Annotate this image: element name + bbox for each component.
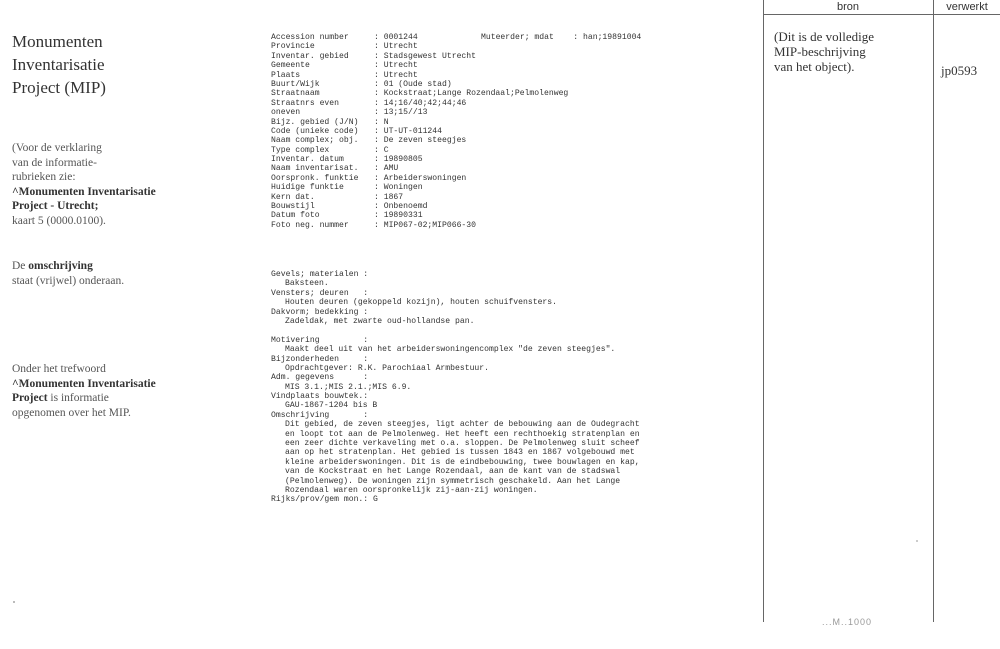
- field-value: : Arbeiderswoningen: [374, 173, 467, 183]
- document-title: [12, 30, 252, 99]
- field-row: [271, 202, 568, 211]
- field-row: [271, 146, 568, 155]
- note-prefix: De: [12, 260, 29, 272]
- field-label: Foto neg. nummer: [271, 220, 349, 230]
- footer-mark: ...M..1000: [822, 617, 873, 627]
- bron-line: MIP-beschrijving: [774, 44, 866, 59]
- field-value: : 01 (Oude stad): [374, 79, 452, 89]
- right-panel: [763, 0, 1000, 622]
- field-label: Inventar. gebied: [271, 51, 349, 61]
- field-value: : MIP067-02;MIP066-30: [374, 220, 476, 230]
- field-value: : Utrecht: [374, 61, 418, 71]
- field-value: : Woningen: [374, 183, 423, 193]
- note-line: (Voor de verklaring: [12, 142, 102, 154]
- field-value: : 19890331: [374, 211, 423, 221]
- field-label: Datum foto: [271, 211, 320, 221]
- record-section: [271, 495, 711, 504]
- field-row: [271, 99, 568, 108]
- note-line: rubrieken zie:: [12, 171, 76, 183]
- section-text: Zadeldak, met zwarte oud-hollandse pan.: [285, 316, 475, 326]
- panel-border-left: [763, 0, 764, 622]
- title-line: Inventarisatie: [12, 55, 105, 74]
- field-value: : C: [374, 145, 389, 155]
- note-line: kaart 5 (0000.0100).: [12, 214, 106, 227]
- field-value: : Onbenoemd: [374, 202, 428, 212]
- record-section: [271, 336, 711, 355]
- field-value: : N: [374, 117, 389, 127]
- section-text: en loopt tot aan de Pelmolenweg. Het heeft een rechthoekig stratenplan en: [285, 429, 640, 439]
- header-bron: bron: [836, 1, 860, 13]
- record-section: [271, 392, 711, 411]
- section-text: MIS 3.1.;MIS 2.1.;MIS 6.9.: [285, 382, 412, 392]
- field-value: : Stadsgewest Utrecht: [374, 51, 476, 61]
- note-bold: Project: [12, 392, 48, 404]
- field-row: [271, 52, 568, 61]
- note-explanation: [12, 141, 156, 228]
- field-value: : Utrecht: [374, 42, 418, 52]
- field-row: [271, 89, 568, 98]
- field-label: Plaats: [271, 70, 301, 80]
- note-bold: ^Monumenten Inventarisatie: [12, 377, 156, 390]
- left-column: [12, 30, 252, 99]
- section-text: Baksteen.: [285, 279, 329, 289]
- bron-line: (Dit is de volledige: [774, 29, 875, 44]
- field-row: [271, 183, 568, 192]
- field-row: [271, 118, 568, 127]
- verwerkt-value: jp0593: [941, 63, 978, 78]
- title-line: Project (MIP): [12, 78, 106, 97]
- note-line: van de informatie-: [12, 156, 97, 169]
- record-section: [271, 289, 711, 308]
- section-heading: Gevels; materialen :: [271, 270, 369, 279]
- field-value: : Utrecht: [374, 70, 418, 80]
- record-section: [271, 373, 711, 392]
- field-label: Gemeente: [271, 61, 310, 71]
- field-row: [271, 155, 568, 164]
- bron-text: [774, 29, 924, 74]
- record-sections: [271, 270, 711, 505]
- note-line: opgenomen over het MIP.: [12, 406, 131, 419]
- field-label: Type complex: [271, 145, 330, 155]
- scan-speck: [916, 540, 918, 542]
- record-section: [271, 355, 711, 374]
- section-text: kleine arbeiderswoningen. Dit is de eindbebouwing, twee bouwlagen en kap,: [285, 457, 640, 467]
- section-text: Dit gebied, de zeven steegjes, ligt achter de bebouwing aan de Oudegracht: [285, 420, 640, 430]
- section-heading: Rijks/prov/gem mon.: G: [271, 495, 378, 505]
- field-value: : De zeven steegjes: [374, 136, 467, 146]
- field-value: : UT-UT-011244: [374, 126, 442, 136]
- field-row: [271, 211, 568, 220]
- section-heading: Vensters; deuren :: [271, 288, 369, 298]
- field-value: : 1867: [374, 192, 404, 202]
- section-text: Rozendaal waren oorspronkelijk zij-aan-zij woningen.: [285, 485, 538, 495]
- field-value: : AMU: [374, 164, 399, 174]
- record-section: [271, 411, 711, 496]
- field-label: oneven: [271, 108, 301, 118]
- field-label: Oorspronk. funktie: [271, 173, 359, 183]
- field-value: : 14;16/40;42;44;46: [374, 98, 467, 108]
- record-section: [271, 308, 711, 327]
- section-heading: Motivering :: [271, 335, 369, 345]
- field-label: Bijz. gebied (J/N): [271, 117, 359, 127]
- bron-line: van het object).: [774, 59, 855, 74]
- section-text: aan op het stratenplan. Het gebied is tussen 1843 en 1867 volgebouwd met: [285, 448, 635, 458]
- note-description: [12, 259, 124, 288]
- section-heading: Omschrijving :: [271, 410, 369, 420]
- section-heading: Vindplaats bouwtek.:: [271, 392, 369, 402]
- field-value: : 19890805: [374, 155, 423, 165]
- field-row: [271, 108, 568, 117]
- section-heading: Adm. gegevens :: [271, 373, 369, 383]
- muteerder-field: Muteerder; mdat : han;19891004: [481, 33, 642, 42]
- field-value: : 0001244: [374, 33, 418, 42]
- field-row: [271, 136, 568, 145]
- note-bold-line: ^Monumenten Inventarisatie: [12, 185, 156, 198]
- field-label: Kern dat.: [271, 192, 315, 202]
- section-text: Maakt deel uit van het arbeiderswoningencomplex "de zeven steegjes".: [285, 345, 616, 355]
- field-row: [271, 174, 568, 183]
- header-verwerkt: verwerkt: [946, 1, 988, 13]
- field-row: [271, 61, 568, 70]
- field-label: Bouwstijl: [271, 202, 315, 212]
- section-text: van de Kockstraat en het Lange Rozendaal, aan de kant van de stadswal: [285, 467, 621, 477]
- section-text: Opdrachtgever: R.K. Parochiaal Armbestuur.: [285, 363, 489, 373]
- field-label: Naam complex; obj.: [271, 136, 359, 146]
- note-line: Onder het trefwoord: [12, 363, 106, 375]
- section-text: GAU-1867-1204 bis B: [285, 401, 378, 411]
- field-label: Code (unieke code): [271, 126, 359, 136]
- field-row: [271, 80, 568, 89]
- field-row: [271, 164, 568, 173]
- section-heading: Dakvorm; bedekking :: [271, 307, 369, 317]
- note-keyword: [12, 362, 156, 420]
- field-value: : 13;15//13: [374, 108, 428, 118]
- panel-divider: [933, 0, 934, 622]
- note-rest: is informatie: [47, 392, 109, 404]
- field-label: Inventar. datum: [271, 155, 344, 165]
- field-row: [271, 221, 568, 230]
- section-heading: Bijzonderheden :: [271, 354, 369, 364]
- field-label: Straatnaam: [271, 89, 320, 99]
- field-row: [271, 42, 568, 51]
- title-line: Monumenten: [12, 32, 103, 51]
- field-row: [271, 71, 568, 80]
- field-label: Accession number: [271, 33, 349, 42]
- note-bold-line: Project - Utrecht;: [12, 200, 99, 212]
- field-label: Buurt/Wijk: [271, 79, 320, 89]
- field-label: Huidige funktie: [271, 183, 344, 193]
- record-section: [271, 270, 711, 289]
- field-label: Straatnrs even: [271, 98, 339, 108]
- section-text: een zeer dichte verkaveling met o.a. sloppen. De Pelmolenweg sluit scheef: [285, 439, 640, 449]
- field-value: : Kockstraat;Lange Rozendaal;Pelmolenweg: [374, 89, 569, 99]
- note-bold: omschrijving: [28, 260, 93, 272]
- field-row: [271, 127, 568, 136]
- panel-header-rule: [763, 14, 1000, 15]
- section-text: (Pelmolenweg). De woningen zijn symmetrisch geschakeld. Aan het Lange: [285, 476, 621, 486]
- field-row: [271, 193, 568, 202]
- field-label: Naam inventarisat.: [271, 164, 359, 174]
- note-line: staat (vrijwel) onderaan.: [12, 274, 125, 287]
- record-fields: [271, 33, 568, 230]
- section-text: Houten deuren (gekoppeld kozijn), houten schuifvensters.: [285, 298, 557, 308]
- section-gap: [271, 326, 711, 335]
- field-label: Provincie: [271, 42, 315, 52]
- scan-speck: [13, 601, 15, 603]
